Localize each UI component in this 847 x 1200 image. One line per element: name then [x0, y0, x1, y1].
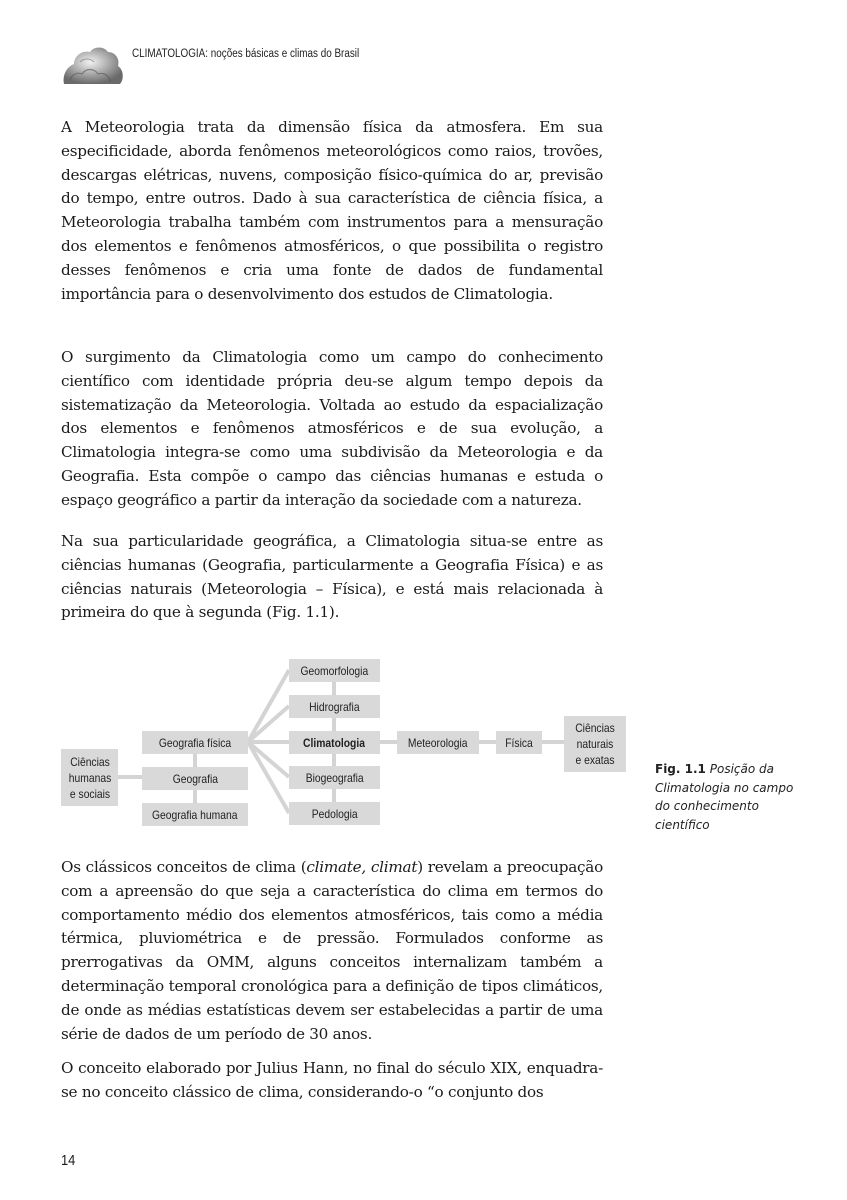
paragraph	[61, 856, 603, 1046]
node-biogeografia: Biogeografia	[289, 766, 380, 789]
node-geografia: Geografia	[142, 767, 248, 790]
node-pedologia: Pedologia	[289, 802, 380, 825]
paragraph-text: ) revelam a preocupação com a apreensão do que seja a característica do clima em termos do comportamento médio dos elementos atmosféricos, tais como a média térmica, pluviométrica e de pressão. Formulados conforme as prerrogativas da OMM, alguns conceitos internalizam também a determinação temporal cronológica para a definição de tipos climáticos, de onde as médias estatísticas devem ser estabelecidas a partir de uma série de dados de um período de 30 anos.	[61, 858, 603, 1043]
node-geografia-fisica: Geografia física	[142, 731, 248, 754]
node-meteorologia: Meteorologia	[397, 731, 479, 754]
node-geografia-humana: Geografia humana	[142, 803, 248, 826]
italic-term: climate, climat	[306, 858, 418, 876]
connector	[248, 742, 289, 813]
figure-caption	[655, 760, 795, 834]
running-title: CLIMATOLOGIA: noções básicas e climas do Brasil	[132, 48, 360, 60]
figure-caption-text: Posição da Climatologia no campo do conhecimento científico	[655, 762, 794, 832]
paragraph-text: Os clássicos conceitos de clima (	[61, 858, 307, 876]
node-hidrografia: Hidrografia	[289, 695, 380, 718]
figure-label: Fig. 1.1	[655, 762, 706, 776]
node-ciencias-naturais: Ciências naturais e exatas	[564, 716, 626, 772]
cloud-icon	[60, 40, 126, 86]
node-climatologia: Climatologia	[289, 731, 380, 754]
paragraph: O conceito elaborado por Julius Hann, no final do século XIX, enquadra-se no conceito clássico de clima, considerando-o “o conjunto dos	[61, 1059, 603, 1101]
page-number: 14	[61, 1152, 76, 1169]
connector	[248, 742, 289, 777]
node-geomorfologia: Geomorfologia	[289, 659, 380, 682]
node-fisica: Física	[496, 731, 542, 754]
connector	[248, 670, 289, 742]
paragraph: A Meteorologia trata da dimensão física da atmosfera. Em sua especificidade, aborda fenômenos meteorológicos como raios, trovões, descargas elétricas, nuvens, composição físico-química do ar, previsão do tempo, entre outros. Dado à sua característica de ciência física, a Meteorologia trabalha também com instrumentos para a mensuração dos elementos e fenômenos atmosféricos, o que possibilita o registro desses fenômenos e cria uma fonte de dados de fundamental importância para o desenvolvimento dos estudos de Climatologia.	[61, 118, 603, 303]
paragraph: O surgimento da Climatologia como um campo do conhecimento científico com identidade própria deu-se algum tempo depois da sistematização da Meteorologia. Voltada ao estudo da espacialização dos elementos e fenômenos atmosféricos e de sua evolução, a Climatologia integra-se como uma subdivisão da Meteorologia e da Geografia. Esta compõe o campo das ciências humanas e estuda o espaço geográfico a partir da interação da sociedade com a natureza.	[61, 348, 603, 509]
connector	[248, 706, 289, 742]
paragraph: Na sua particularidade geográfica, a Climatologia situa-se entre as ciências humanas (Geografia, particularmente a Geografia Física) e as ciências naturais (Meteorologia – Física), e está mais relacionada à primeira do que à segunda (Fig. 1.1).	[61, 532, 603, 622]
node-ciencias-humanas: Ciências humanas e sociais	[61, 749, 118, 806]
